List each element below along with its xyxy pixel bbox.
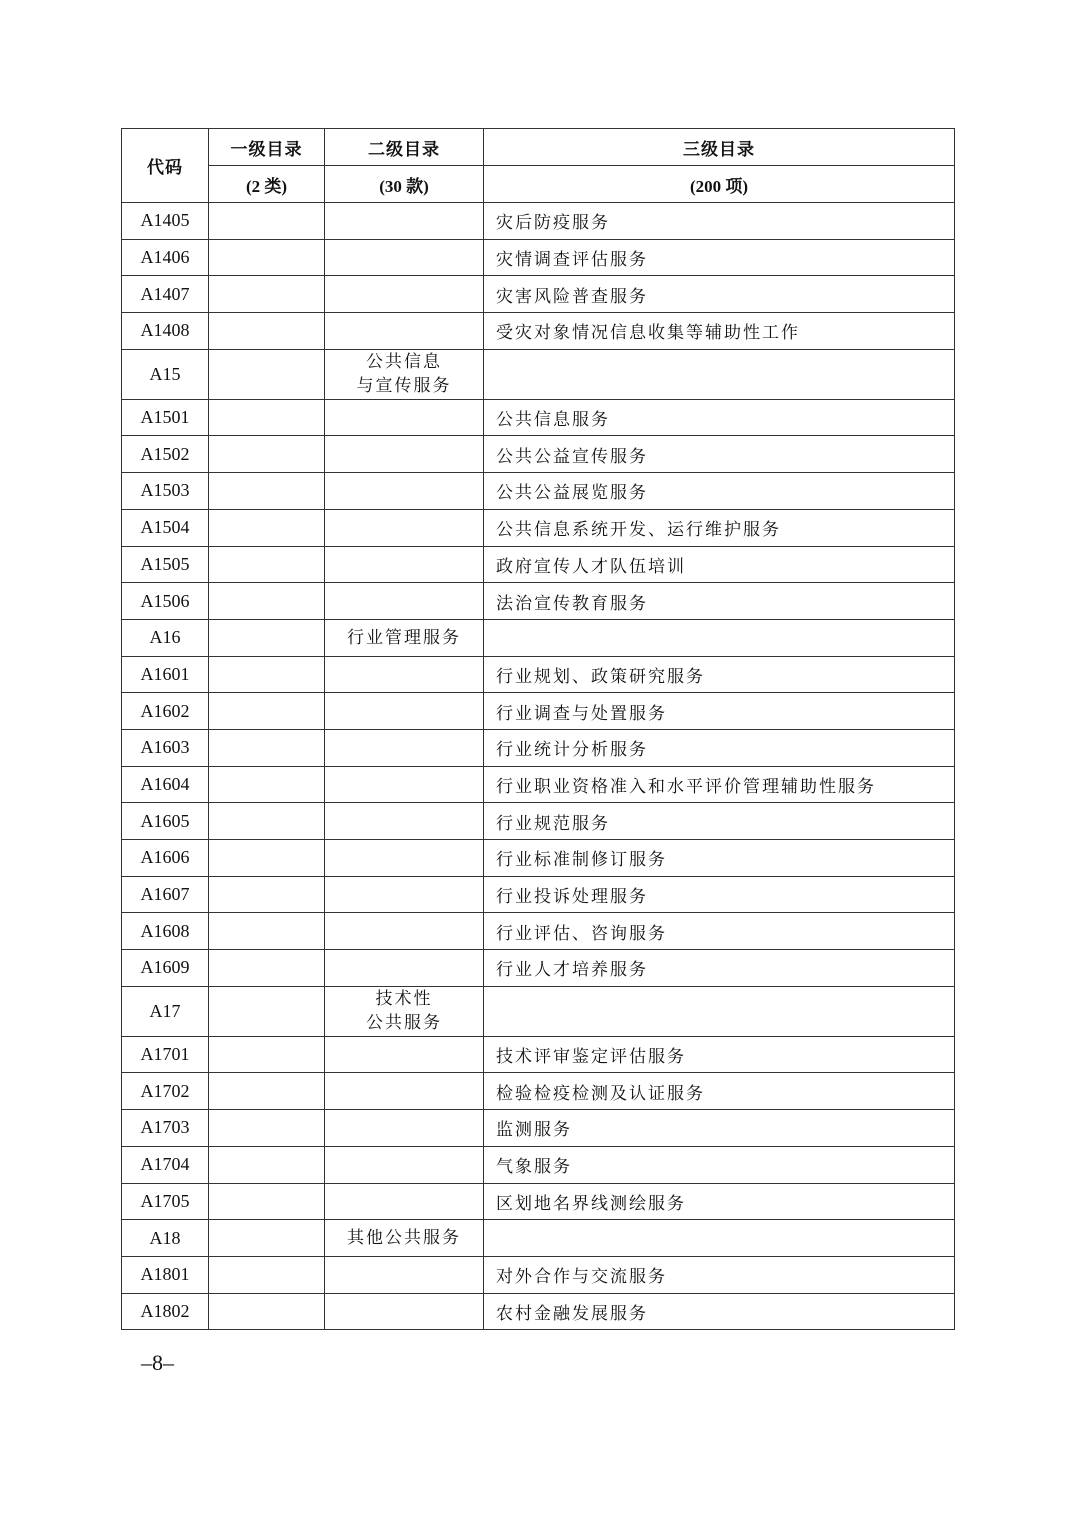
catalog-table [121,128,955,1330]
row-code: A1608 [122,913,209,950]
table-row [122,693,955,730]
row-code: A1601 [122,656,209,693]
row-level1 [209,239,325,276]
row-code: A1408 [122,313,209,350]
table-row [122,313,955,350]
row-level1 [209,583,325,620]
row-level1 [209,1146,325,1183]
row-level2 [325,656,484,693]
row-level2 [325,729,484,766]
row-level1 [209,656,325,693]
row-level3: 公共公益宣传服务 [484,436,955,473]
row-code: A1504 [122,509,209,546]
row-code: A1407 [122,276,209,313]
row-code: A1505 [122,546,209,583]
row-level3: 公共公益展览服务 [484,473,955,510]
row-level2 [325,876,484,913]
header-row [122,129,955,166]
row-level3: 气象服务 [484,1146,955,1183]
row-code: A1606 [122,840,209,877]
header-level3-count: (200 项) [484,166,955,203]
row-level2 [325,1073,484,1110]
table-row [122,986,955,1036]
row-code: A1703 [122,1110,209,1147]
row-level1 [209,1256,325,1293]
table-row [122,1073,955,1110]
row-level2 [325,840,484,877]
row-level2 [325,239,484,276]
row-level1 [209,436,325,473]
row-level2: 技术性 公共服务 [325,986,484,1036]
row-code: A1603 [122,729,209,766]
row-level2 [325,1110,484,1147]
table-row [122,1036,955,1073]
row-code: A1801 [122,1256,209,1293]
table-row [122,203,955,240]
row-level3 [484,349,955,399]
table-row [122,1220,955,1257]
row-level3: 法治宣传教育服务 [484,583,955,620]
row-code: A1602 [122,693,209,730]
header-code: 代码 [122,129,209,203]
table-row [122,729,955,766]
table-row [122,1293,955,1330]
row-level2 [325,1293,484,1330]
header-level3: 三级目录 [484,129,955,166]
header-level2: 二级目录 [325,129,484,166]
table-row [122,399,955,436]
row-level3: 技术评审鉴定评估服务 [484,1036,955,1073]
row-level1 [209,399,325,436]
row-level2 [325,1256,484,1293]
row-level2: 其他公共服务 [325,1220,484,1257]
row-level2 [325,1183,484,1220]
row-level2 [325,313,484,350]
row-level1 [209,313,325,350]
row-level2 [325,950,484,987]
row-level3: 灾情调查评估服务 [484,239,955,276]
row-level3 [484,1220,955,1257]
row-level2 [325,546,484,583]
row-level3: 行业规划、政策研究服务 [484,656,955,693]
table-row [122,349,955,399]
row-level3: 政府宣传人才队伍培训 [484,546,955,583]
row-level1 [209,693,325,730]
row-code: A1604 [122,766,209,803]
row-level3 [484,619,955,656]
row-level1 [209,986,325,1036]
row-level3: 行业人才培养服务 [484,950,955,987]
row-level1 [209,876,325,913]
table-row [122,276,955,313]
row-level3: 灾后防疫服务 [484,203,955,240]
table-row [122,803,955,840]
row-level3: 公共信息系统开发、运行维护服务 [484,509,955,546]
row-level3: 区划地名界线测绘服务 [484,1183,955,1220]
row-code: A1405 [122,203,209,240]
table-row [122,473,955,510]
row-level1 [209,950,325,987]
row-level2 [325,473,484,510]
table-row [122,876,955,913]
row-level2 [325,203,484,240]
row-level3: 行业统计分析服务 [484,729,955,766]
table-row [122,656,955,693]
row-level1 [209,1293,325,1330]
row-code: A1607 [122,876,209,913]
header-count-row [122,166,955,203]
row-level1 [209,509,325,546]
row-code: A1702 [122,1073,209,1110]
row-level1 [209,276,325,313]
table-row [122,583,955,620]
row-level3: 受灾对象情况信息收集等辅助性工作 [484,313,955,350]
row-level1 [209,1073,325,1110]
row-level1 [209,1220,325,1257]
row-code: A1705 [122,1183,209,1220]
table-row [122,436,955,473]
table-row [122,509,955,546]
row-level2: 行业管理服务 [325,619,484,656]
row-level1 [209,729,325,766]
row-level3: 检验检疫检测及认证服务 [484,1073,955,1110]
table-row [122,1146,955,1183]
row-code: A1501 [122,399,209,436]
row-level1 [209,349,325,399]
row-level3: 行业职业资格准入和水平评价管理辅助性服务 [484,766,955,803]
row-level2: 公共信息 与宣传服务 [325,349,484,399]
row-code: A1406 [122,239,209,276]
row-code: A1503 [122,473,209,510]
row-level2 [325,509,484,546]
row-level3: 公共信息服务 [484,399,955,436]
table-row [122,766,955,803]
row-code: A1704 [122,1146,209,1183]
row-level1 [209,766,325,803]
row-level1 [209,619,325,656]
row-level2 [325,693,484,730]
row-code: A15 [122,349,209,399]
row-level2 [325,913,484,950]
row-level2 [325,276,484,313]
row-level3 [484,986,955,1036]
table-row [122,1110,955,1147]
table-row [122,546,955,583]
row-level2 [325,803,484,840]
row-code: A16 [122,619,209,656]
table-row [122,619,955,656]
header-level2-count: (30 款) [325,166,484,203]
table-row [122,950,955,987]
row-level3: 行业标准制修订服务 [484,840,955,877]
table-row [122,239,955,276]
row-code: A18 [122,1220,209,1257]
page-number: –8– [141,1350,174,1375]
row-level1 [209,913,325,950]
row-level2 [325,766,484,803]
header-level1: 一级目录 [209,129,325,166]
row-code: A1609 [122,950,209,987]
row-code: A1506 [122,583,209,620]
row-code: A17 [122,986,209,1036]
row-code: A1802 [122,1293,209,1330]
row-level3: 行业规范服务 [484,803,955,840]
row-level2 [325,583,484,620]
table-row [122,840,955,877]
row-level1 [209,473,325,510]
header-level1-count: (2 类) [209,166,325,203]
table-row [122,1256,955,1293]
row-level3: 行业调查与处置服务 [484,693,955,730]
row-code: A1502 [122,436,209,473]
row-level1 [209,1036,325,1073]
row-level1 [209,1183,325,1220]
row-code: A1605 [122,803,209,840]
row-level1 [209,203,325,240]
row-code: A1701 [122,1036,209,1073]
table-row [122,913,955,950]
row-level3: 农村金融发展服务 [484,1293,955,1330]
row-level3: 行业投诉处理服务 [484,876,955,913]
row-level2 [325,1036,484,1073]
row-level3: 灾害风险普查服务 [484,276,955,313]
row-level2 [325,1146,484,1183]
table-row [122,1183,955,1220]
row-level1 [209,803,325,840]
row-level3: 监测服务 [484,1110,955,1147]
row-level1 [209,840,325,877]
row-level2 [325,436,484,473]
row-level3: 行业评估、咨询服务 [484,913,955,950]
row-level2 [325,399,484,436]
row-level1 [209,1110,325,1147]
row-level1 [209,546,325,583]
row-level3: 对外合作与交流服务 [484,1256,955,1293]
